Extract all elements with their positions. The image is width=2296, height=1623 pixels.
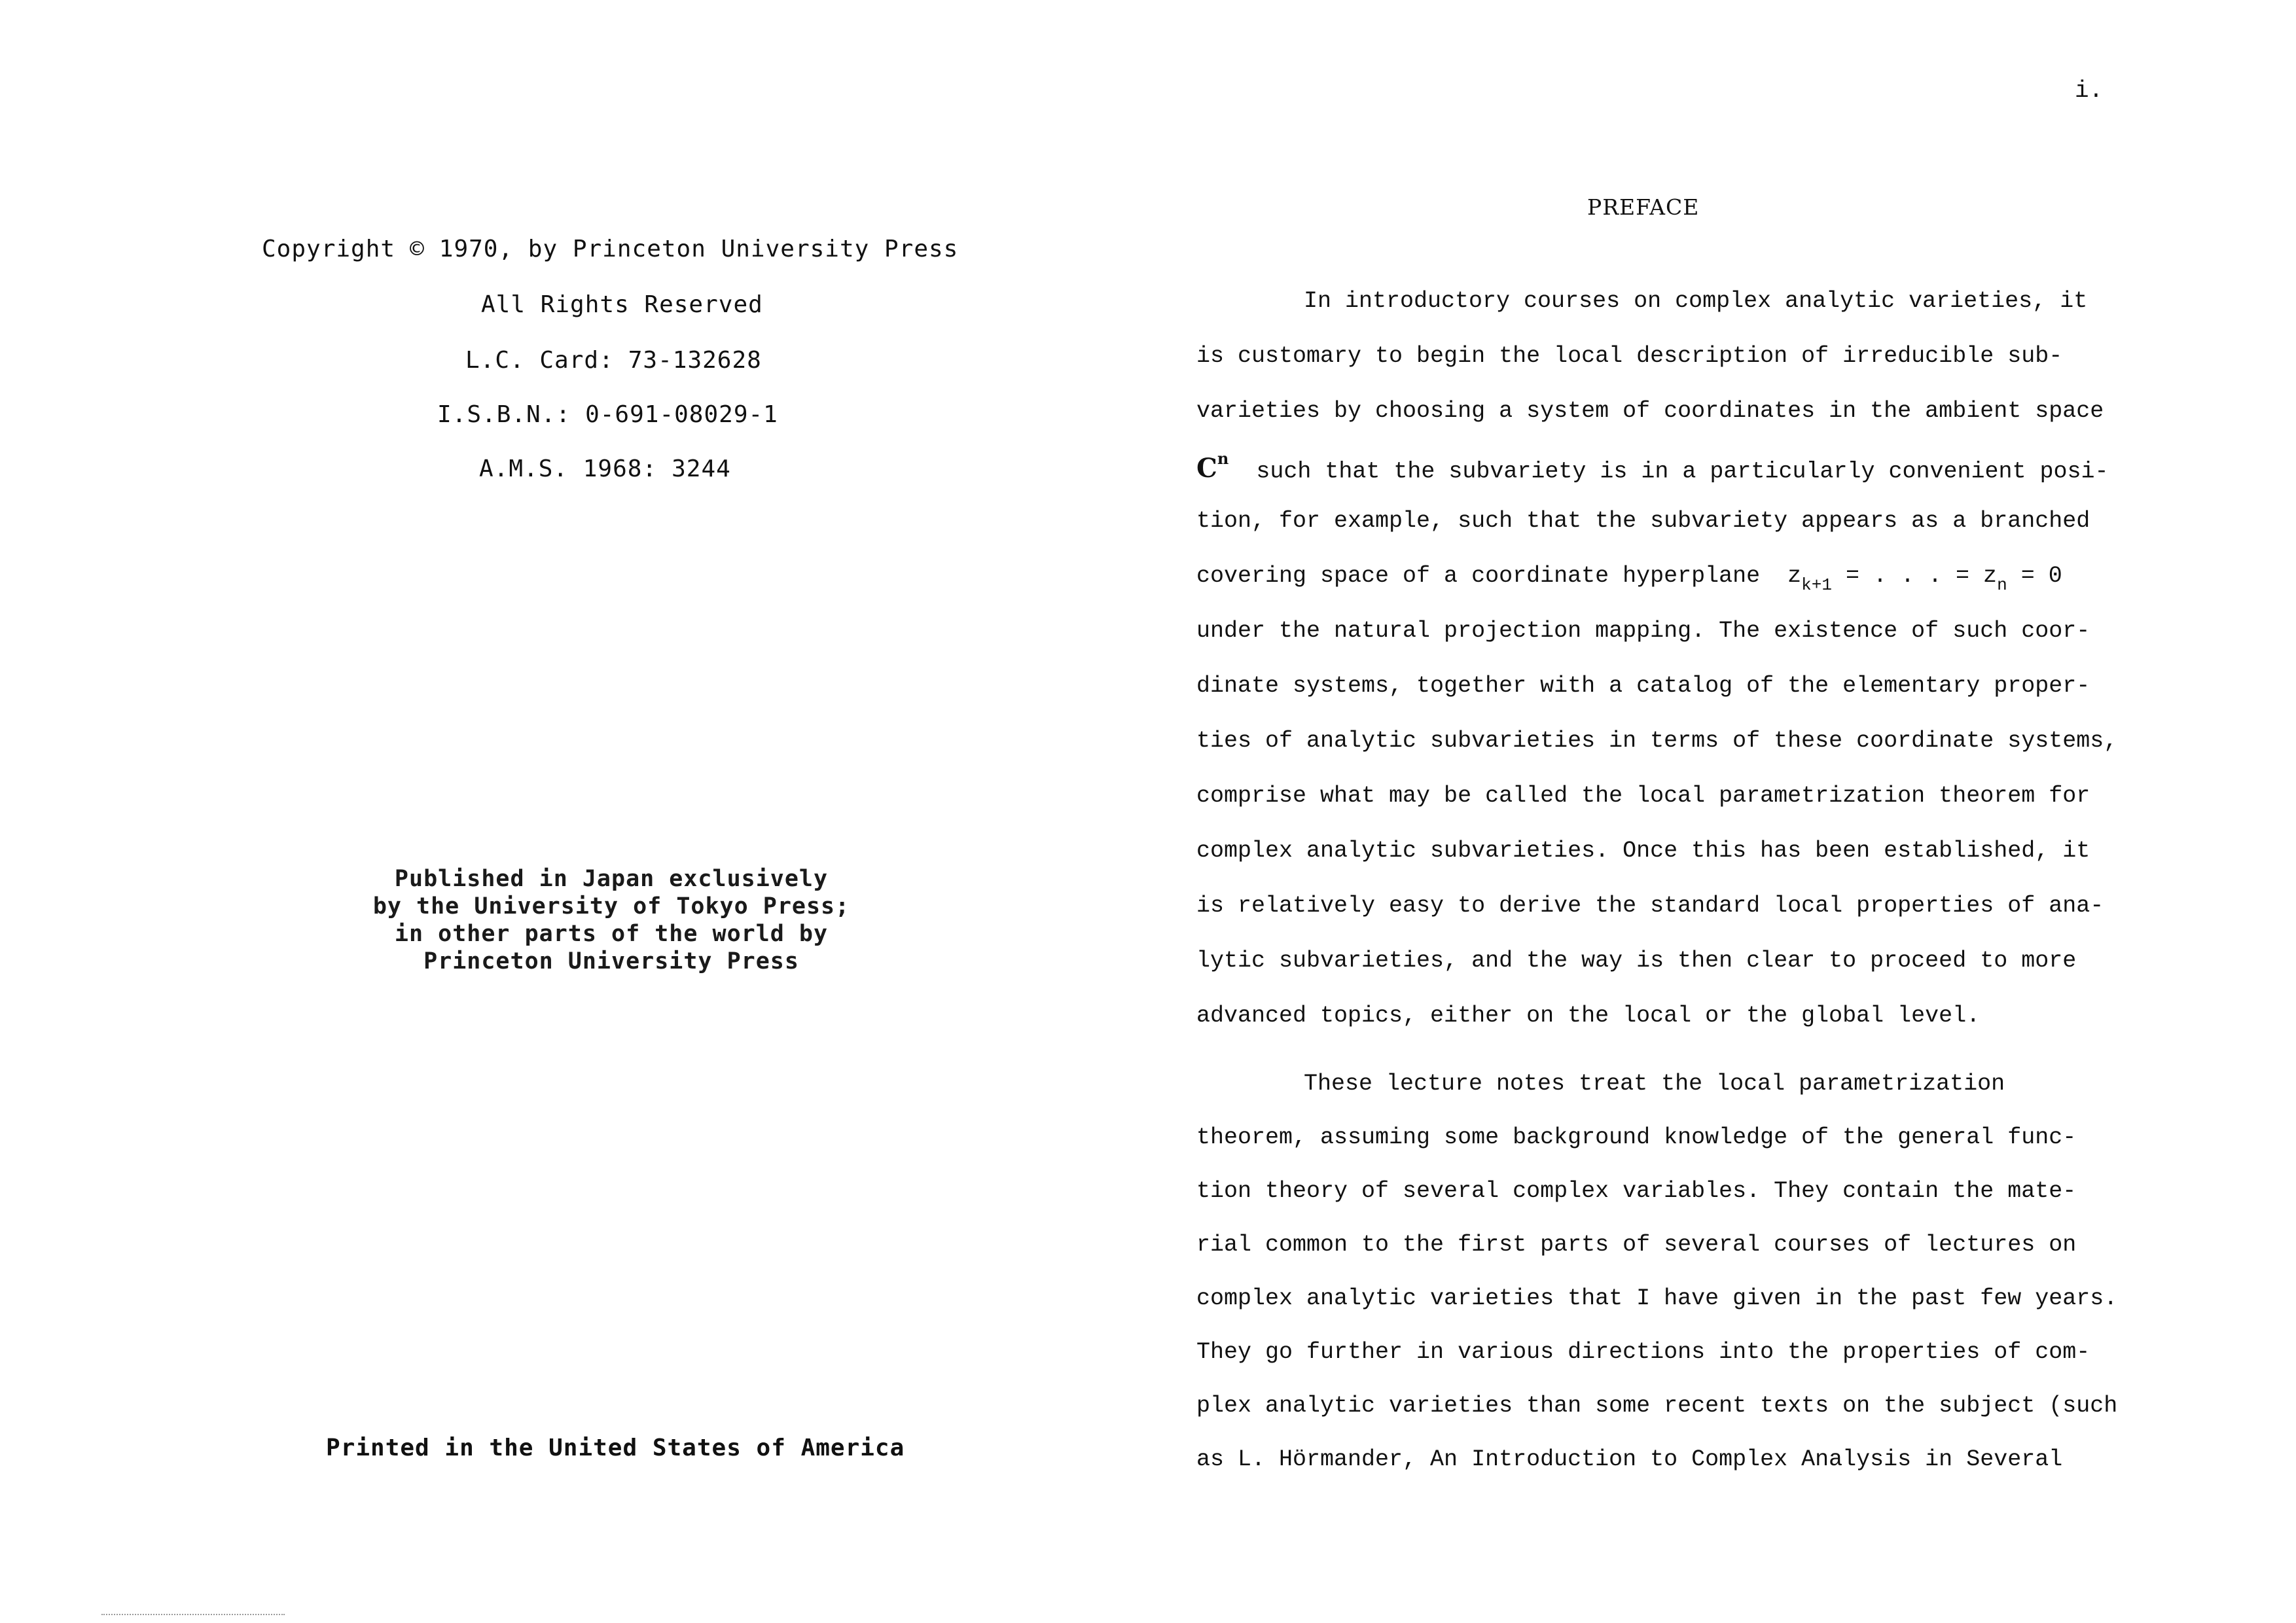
ams-label: A.M.S. 1968: (479, 455, 658, 482)
z-subscript: n (1997, 575, 2007, 595)
ams-value: 3244 (672, 455, 731, 482)
copyright-label: Copyright (262, 236, 396, 262)
isbn-line (437, 401, 778, 428)
cn-base: C (1196, 453, 1217, 484)
line-text: covering space of a coordinate hyperplane (1196, 563, 1761, 589)
lc-card-line (465, 347, 762, 374)
hyperplane-formula (1787, 563, 2062, 595)
formula-zero: = 0 (2020, 563, 2062, 589)
paragraph-line: These lecture notes treat the local parametrization (1304, 1071, 2005, 1097)
paragraph-line: as L. Hörmander, An Introduction to Complex Analysis in Several (1196, 1446, 2063, 1472)
complex-space-symbol (1196, 449, 1229, 484)
paragraph-line: In introductory courses on complex analytic varieties, it (1304, 288, 2088, 314)
paragraph-line: under the natural projection mapping. The existence of such coor- (1196, 618, 2090, 644)
paragraph-line: comprise what may be called the local parametrization theorem for (1196, 783, 2090, 809)
preface-page (1148, 0, 2296, 1623)
paragraph-line: varieties by choosing a system of coordinates in the ambient space (1196, 398, 2104, 424)
paragraph-line: tion theory of several complex variables. They contain the mate- (1196, 1178, 2077, 1204)
paragraph-line: dinate systems, together with a catalog of the elementary proper- (1196, 673, 2090, 699)
paragraph-line: ties of analytic subvarieties in terms of these coordinate systems, (1196, 728, 2118, 754)
page-number: i. (2075, 77, 2104, 104)
copyright-symbol: © (410, 236, 425, 262)
copyright-line (262, 236, 958, 262)
paragraph-line (1196, 563, 2062, 595)
publisher-line: in other parts of the world by (394, 921, 829, 947)
z-var: z (1983, 563, 1998, 589)
paragraph-line: is relatively easy to derive the standard local properties of ana- (1196, 893, 2104, 919)
paragraph-line: tion, for example, such that the subvariety appears as a branched (1196, 508, 2090, 534)
lc-card-value: 73-132628 (628, 347, 762, 374)
paragraph-line: is customary to begin the local description of irreducible sub- (1196, 343, 2063, 369)
publisher-line: Princeton University Press (423, 948, 799, 974)
paragraph-line: They go further in various directions into the properties of com- (1196, 1339, 2090, 1365)
paragraph-line: advanced topics, either on the local or the global level. (1196, 1003, 1981, 1029)
rights-reserved: All Rights Reserved (481, 291, 763, 318)
z-subscript: k+1 (1801, 575, 1832, 595)
paragraph-line: rial common to the first parts of several courses of lectures on (1196, 1232, 2077, 1258)
copyright-statement: 1970, by Princeton University Press (439, 236, 959, 262)
paragraph-line: lytic subvarieties, and the way is then clear to proceed to more (1196, 948, 2077, 974)
footer-mark (101, 1614, 285, 1618)
lc-card-label: L.C. Card: (465, 347, 614, 374)
ams-line (479, 455, 731, 482)
cn-exponent: n (1217, 449, 1229, 468)
paragraph-line: theorem, assuming some background knowledge of the general func- (1196, 1124, 2077, 1150)
printed-in-line: Printed in the United States of America (326, 1435, 905, 1461)
publisher-statement (0, 865, 1223, 975)
z-var: z (1787, 563, 1802, 589)
isbn-value: 0-691-08029-1 (585, 401, 778, 428)
publisher-line: Published in Japan exclusively (394, 866, 829, 892)
paragraph-line: complex analytic subvarieties. Once this has been established, it (1196, 838, 2090, 864)
isbn-label: I.S.B.N.: (437, 401, 571, 428)
line-text: such that the subvariety is in a particularly convenient posi- (1256, 458, 2109, 485)
paragraph-line: complex analytic varieties that I have given in the past few years. (1196, 1285, 2118, 1311)
paragraph-line (1196, 449, 2109, 485)
publisher-line: by the University of Tokyo Press; (372, 893, 850, 919)
preface-title: PREFACE (1587, 194, 1700, 220)
formula-ellipsis: = . . . = (1846, 563, 1970, 589)
paragraph-line: plex analytic varieties than some recent texts on the subject (such (1196, 1393, 2118, 1419)
